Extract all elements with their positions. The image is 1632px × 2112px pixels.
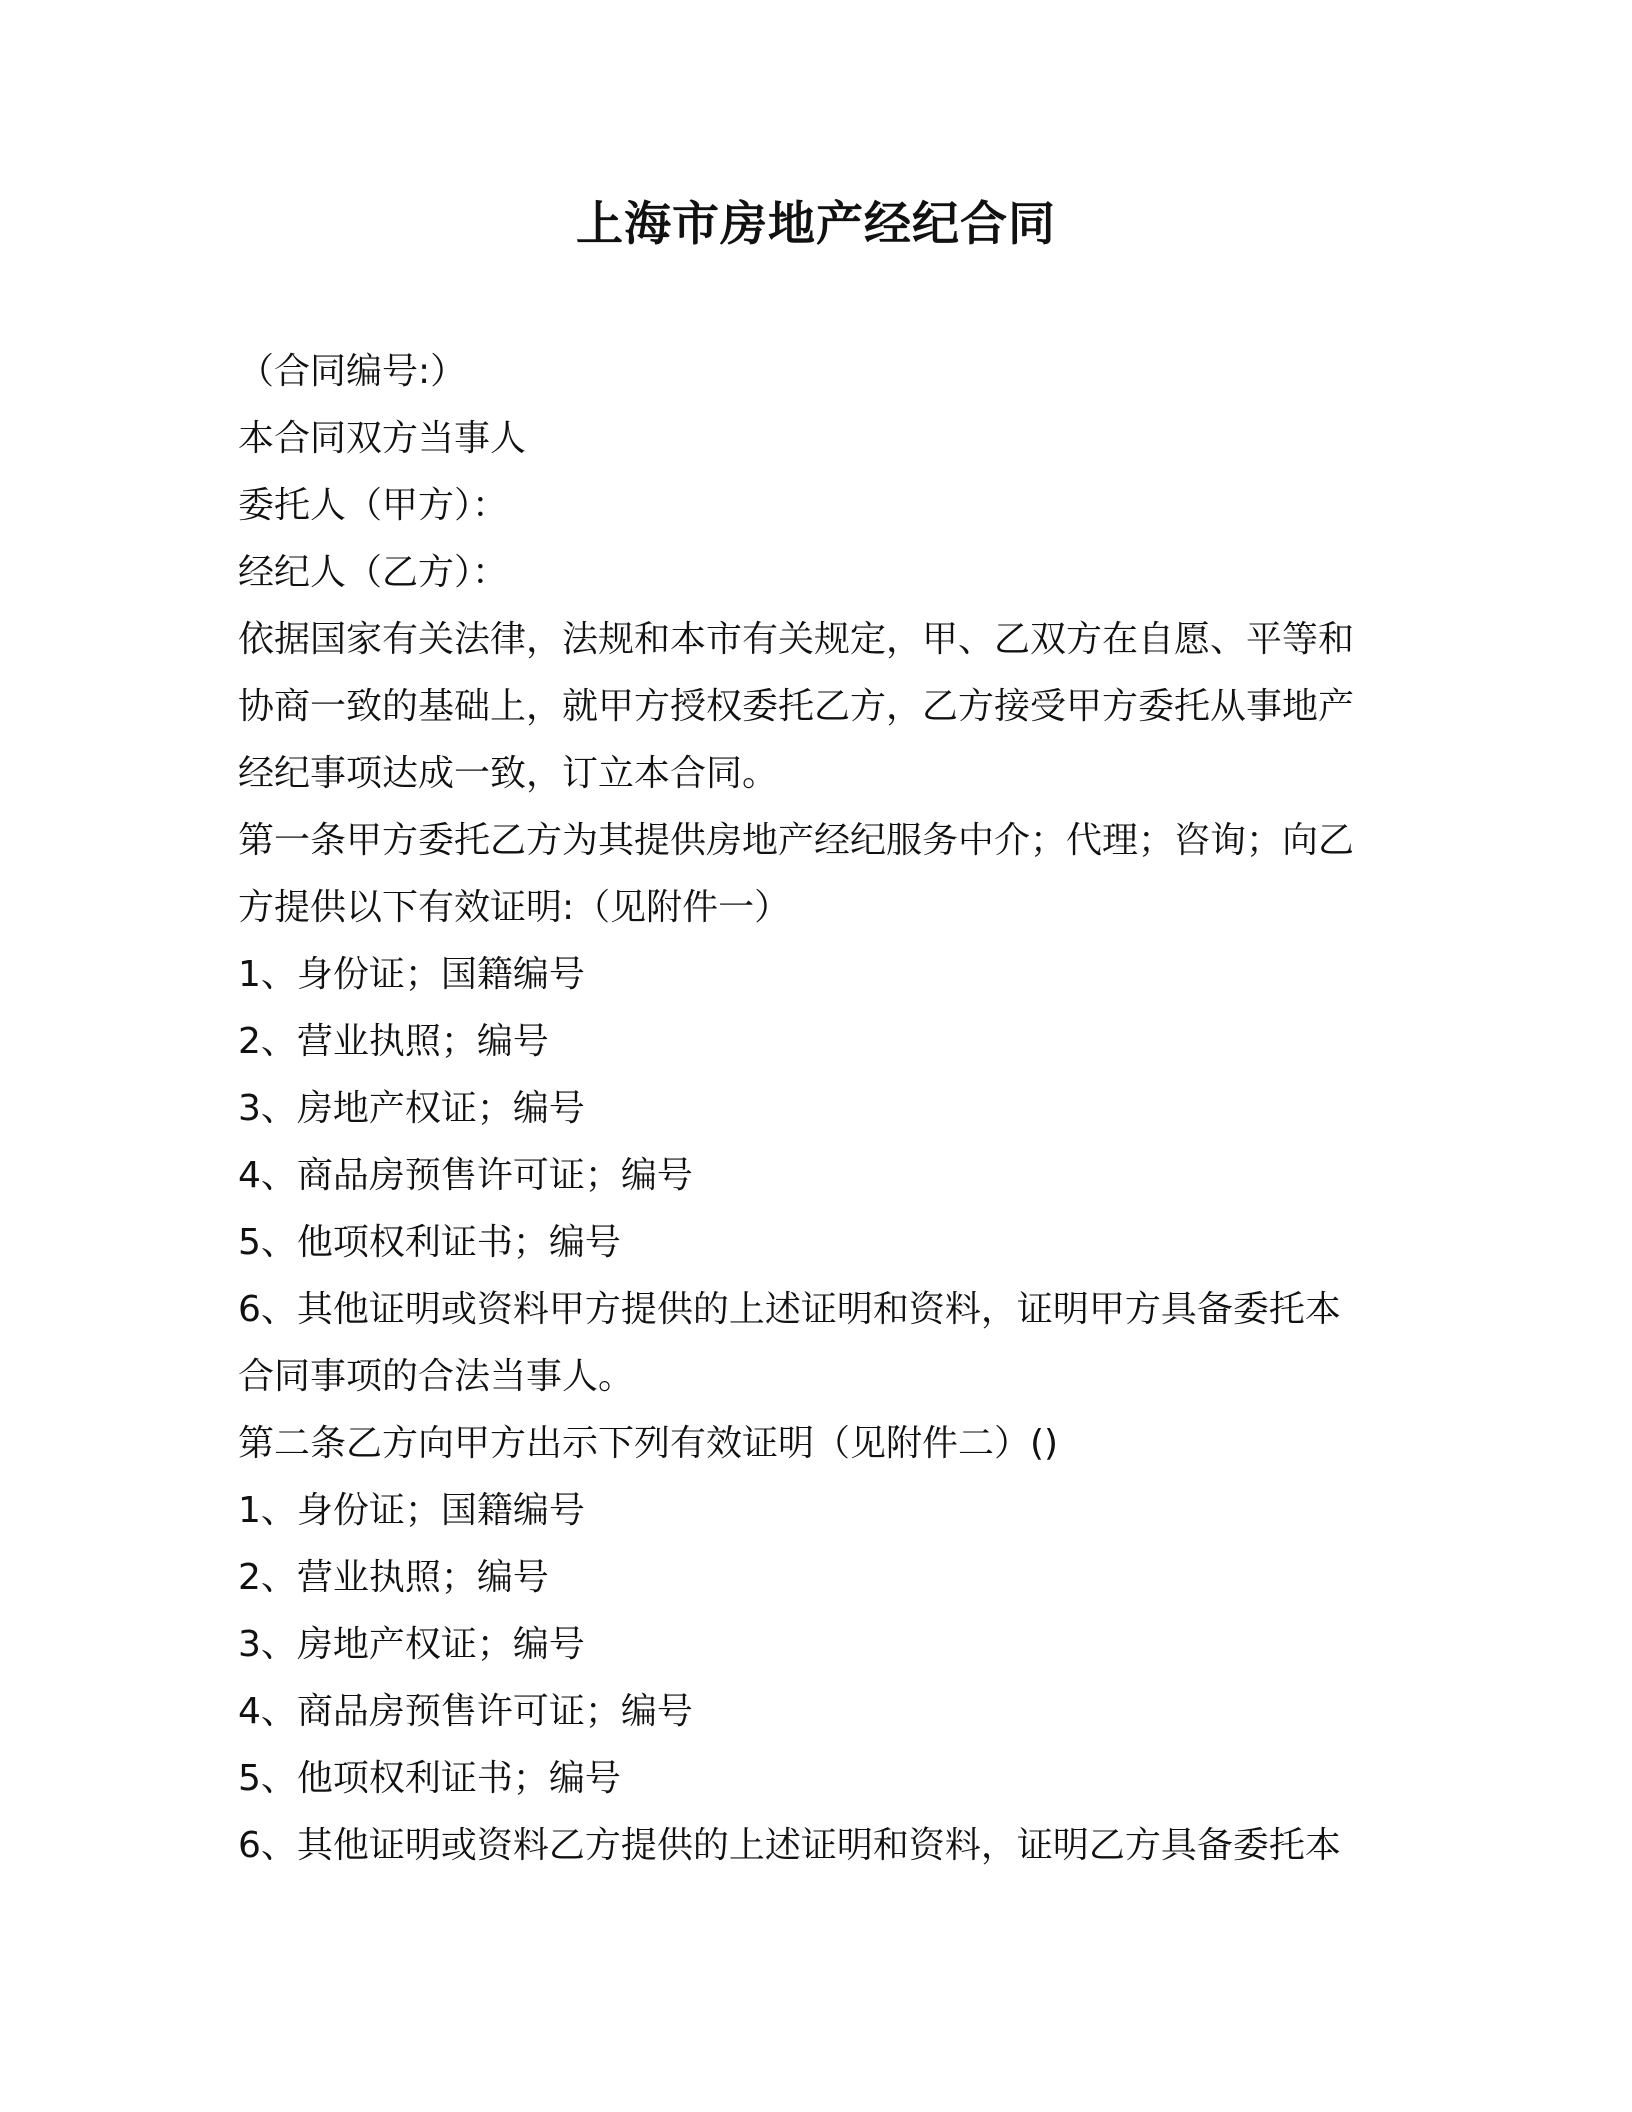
party-b-line: 经纪人（乙方）： — [238, 552, 509, 593]
article-2-item: 6、其他证明或资料乙方提供的上述证明和资料，证明乙方具备委托本 — [238, 1825, 1341, 1866]
article-2-line: 第二条乙方向甲方出示下列有效证明（见附件二）() — [238, 1423, 1059, 1464]
preamble-line: 经纪事项达成一致，订立本合同。 — [238, 753, 779, 794]
article-1-item: 1、身份证；国籍编号 — [238, 954, 585, 995]
document-body — [238, 338, 1398, 1879]
article-1-item: 5、他项权利证书；编号 — [238, 1222, 621, 1263]
document-title: 上海市房地产经纪合同 — [576, 197, 1056, 252]
article-2-item: 4、商品房预售许可证；编号 — [238, 1691, 693, 1732]
article-1-item: 2、营业执照；编号 — [238, 1021, 549, 1062]
article-1-item: 4、商品房预售许可证；编号 — [238, 1155, 693, 1196]
article-1-line: 方提供以下有效证明:（见附件一） — [238, 887, 791, 928]
article-2-item: 3、房地产权证；编号 — [238, 1624, 585, 1665]
article-1-item: 合同事项的合法当事人。 — [238, 1356, 635, 1397]
article-1-item: 6、其他证明或资料甲方提供的上述证明和资料，证明甲方具备委托本 — [238, 1289, 1341, 1330]
article-2-item: 1、身份证；国籍编号 — [238, 1490, 585, 1531]
article-1-item: 3、房地产权证；编号 — [238, 1088, 585, 1129]
preamble-line: 协商一致的基础上，就甲方授权委托乙方，乙方接受甲方委托从事地产 — [238, 686, 1355, 727]
preamble-line: 依据国家有关法律，法规和本市有关规定，甲、乙双方在自愿、平等和 — [238, 619, 1355, 660]
parties-heading: 本合同双方当事人 — [238, 418, 527, 459]
article-1-line: 第一条甲方委托乙方为其提供房地产经纪服务中介；代理；咨询；向乙 — [238, 820, 1355, 861]
party-a-line: 委托人（甲方）： — [238, 485, 509, 526]
article-2-item: 5、他项权利证书；编号 — [238, 1758, 621, 1799]
contract-number-line: （合同编号:） — [238, 351, 467, 392]
article-2-item: 2、营业执照；编号 — [238, 1557, 549, 1598]
